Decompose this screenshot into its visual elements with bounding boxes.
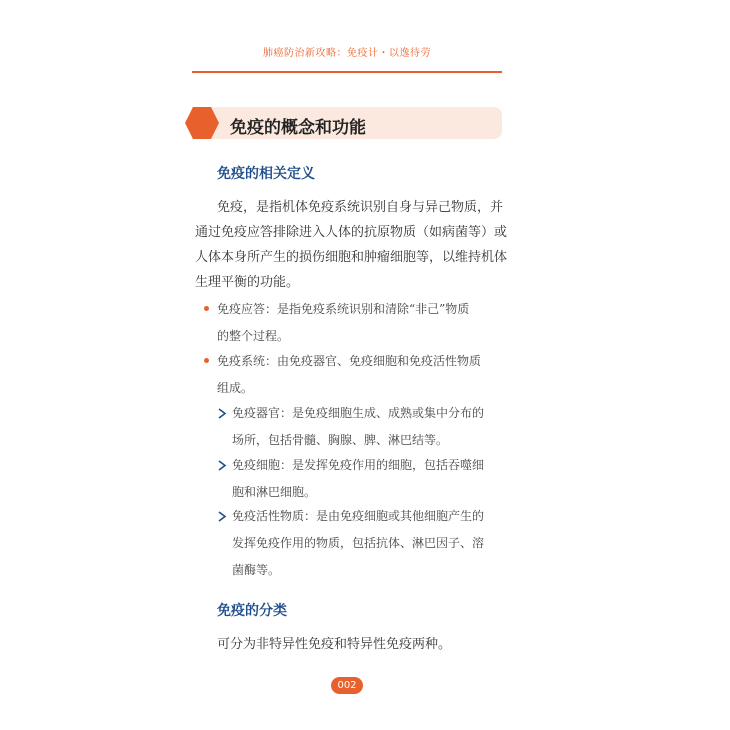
sub-bullet-line: 胞和淋巴细胞。 [232,485,317,499]
sub-heading-classification: 免疫的分类 [217,603,287,619]
intro-line: 生理平衡的功能。 [195,275,300,290]
classification-paragraph [217,632,524,657]
sub-bullet-line: 菌酶等。 [232,563,281,577]
bullet-dot-icon [204,358,209,363]
sub-bullet-item [218,400,508,454]
chevron-right-icon [218,408,227,419]
sub-bullet-line: 场所，包括骨髓、胸腺、脾、淋巴结等。 [232,433,449,447]
intro-line: 人体本身所产生的损伤细胞和肿瘤细胞等，以维持机体 [195,250,508,265]
bullet-line: 免疫系统：由免疫器官、免疫细胞和免疫活性物质 [217,354,482,368]
header-rule [192,71,502,73]
bullet-line: 组成。 [217,381,254,395]
bullet-dot-icon [204,306,209,311]
bullet-item [204,348,504,402]
section-title: 免疫的概念和功能 [230,118,366,138]
bullet-item [204,296,504,350]
bullet-line: 的整个过程。 [217,329,290,343]
sub-bullet-line: 免疫器官：是免疫细胞生成、成熟或集中分布的 [232,406,485,420]
sub-bullet-line: 免疫活性物质：是由免疫细胞或其他细胞产生的 [232,509,485,523]
sub-bullet-line: 免疫细胞：是发挥免疫作用的细胞，包括吞噬细 [232,458,485,472]
chevron-right-icon [218,460,227,471]
running-head: 肺癌防治新攻略：免疫计・以逸待劳 [263,48,431,59]
hexagon-icon [184,105,220,141]
classification-line: 可分为非特异性免疫和特异性免疫两种。 [217,637,452,652]
sub-bullet-item [218,452,508,506]
sub-bullet-line: 发挥免疫作用的物质，包括抗体、淋巴因子、溶 [232,536,485,550]
sub-bullet-item [218,503,508,584]
bullet-line: 免疫应答：是指免疫系统识别和清除“非己”物质 [217,302,470,316]
intro-paragraph [195,195,508,295]
page-number-badge: 002 [331,677,363,694]
chevron-right-icon [218,511,227,522]
sub-heading-definitions: 免疫的相关定义 [217,166,315,182]
intro-line: 通过免疫应答排除进入人体的抗原物质（如病菌等）或 [195,225,508,240]
intro-line: 免疫，是指机体免疫系统识别自身与异己物质，并 [217,200,504,215]
